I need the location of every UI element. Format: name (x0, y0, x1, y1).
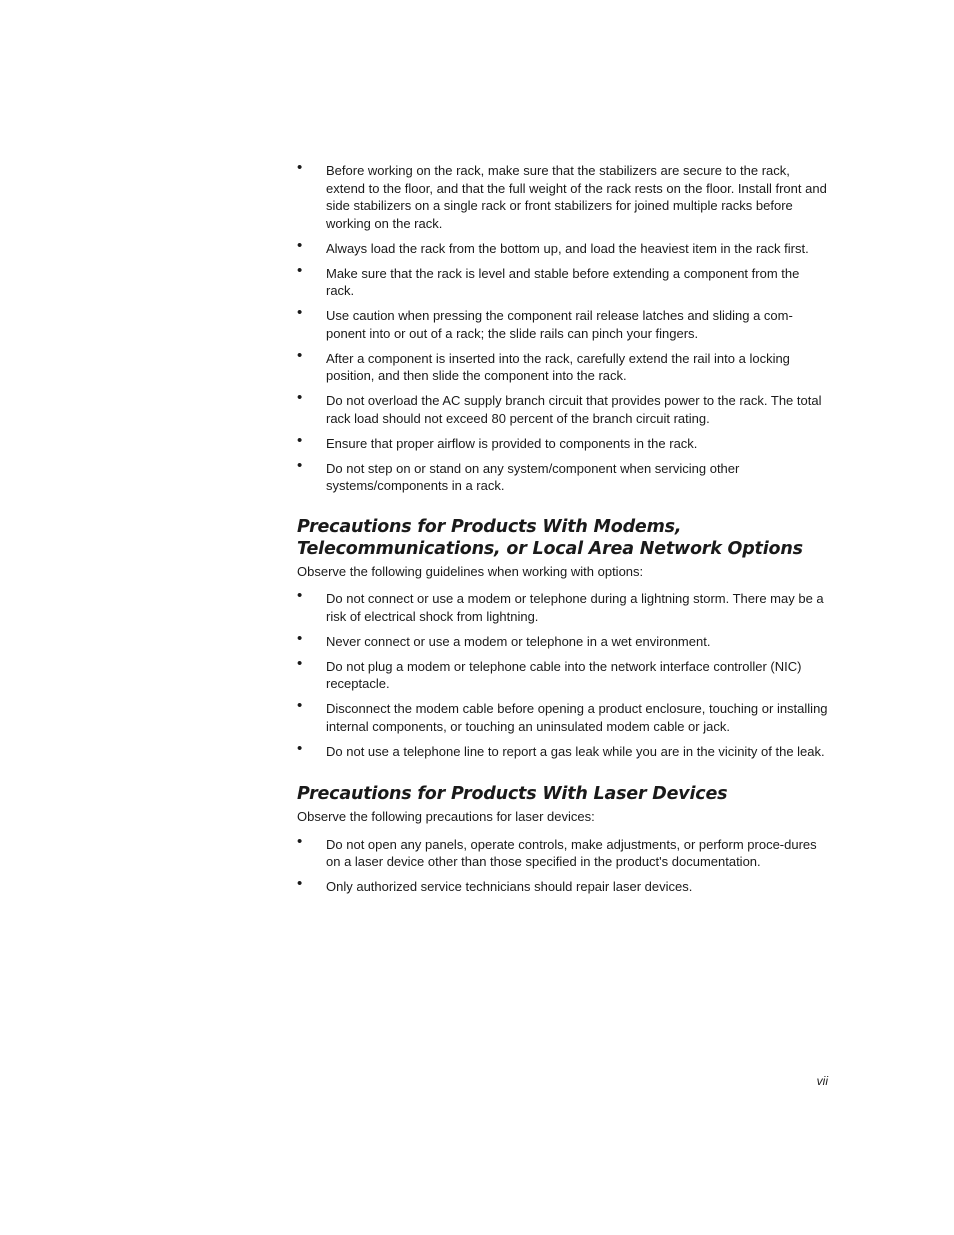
laser-section (297, 783, 831, 896)
bullet-icon: • (297, 159, 303, 176)
page-number: vii (816, 1074, 828, 1088)
list-item-text: Use caution when pressing the component rail release latches and sliding a com-ponent into or out of a rack; the slide rails can pinch your fingers. (326, 308, 793, 341)
list-item-text: Do not step on or stand on any system/component when servicing other systems/components in a rack. (326, 460, 740, 493)
list-item-text: Do not plug a modem or telephone cable into the network interface controller (NIC) receptacle. (326, 658, 802, 691)
list-item (297, 431, 831, 453)
list-item-text: Before working on the rack, make sure that the stabilizers are secure to the rack, extend to the floor, and that the full weight of the rack rests on the floor. Install front and side stabilizers on a single rack or front stabilizers for joined multiple racks before working on the rack. (326, 163, 827, 231)
heading-line-1: Precautions for Products With Modems, (297, 516, 682, 537)
list-item (297, 697, 831, 735)
list-item-text: Do not use a telephone line to report a gas leak while you are in the vicinity of the leak. (326, 743, 825, 759)
bullet-icon: • (297, 456, 303, 474)
bullet-icon: • (297, 697, 303, 714)
modems-section (297, 516, 831, 761)
bullet-icon: • (297, 304, 303, 321)
list-item (297, 261, 831, 300)
modems-precautions-list (297, 587, 831, 760)
page-content (297, 159, 831, 903)
list-item (297, 456, 831, 495)
list-item-text: Do not connect or use a modem or telephone during a lightning storm. There may be a risk of electrical shock from lightning. (326, 591, 824, 624)
bullet-icon: • (297, 654, 303, 672)
bullet-icon: • (297, 389, 303, 406)
list-item (297, 236, 831, 258)
section-heading (297, 516, 831, 560)
bullet-icon: • (297, 739, 303, 757)
list-item-text: Always load the rack from the bottom up, and load the heaviest item in the rack first. (326, 240, 809, 256)
section-intro: Observe the following precautions for laser devices: (297, 809, 595, 824)
list-item-text: Ensure that proper airflow is provided to components in the rack. (326, 435, 698, 451)
list-item-text: Do not overload the AC supply branch circuit that provides power to the rack. The total rack load should not exceed 80 percent of the branch circuit rating. (326, 393, 822, 426)
bullet-icon: • (297, 832, 303, 850)
list-item-text: Do not open any panels, operate controls, make adjustments, or perform proce-dures on a laser device other than those specified in the product's documentation. (326, 836, 817, 869)
bullet-icon: • (297, 236, 303, 254)
list-item-text: Never connect or use a modem or telephone in a wet environment. (326, 633, 711, 649)
list-item-text: Make sure that the rack is level and stable before extending a component from the rack. (326, 265, 800, 298)
list-item (297, 587, 831, 625)
list-item (297, 875, 831, 896)
list-item (297, 654, 831, 693)
list-item (297, 304, 831, 342)
list-item (297, 346, 831, 385)
heading-line-2: Telecommunications, or Local Area Network Options (297, 538, 803, 559)
laser-precautions-list (297, 832, 831, 896)
bullet-icon: • (297, 346, 303, 364)
list-item-text: Disconnect the modem cable before opening a product enclosure, touching or installing internal components, or touching an uninsulated modem cable or jack. (326, 701, 828, 734)
rack-precautions-list (297, 159, 831, 495)
list-item (297, 832, 831, 871)
section-heading: Precautions for Products With Laser Devices (297, 784, 728, 804)
bullet-icon: • (297, 875, 303, 892)
list-item-text: After a component is inserted into the rack, carefully extend the rail into a locking position, and then slide the component into the rack. (326, 350, 790, 383)
bullet-icon: • (297, 587, 303, 604)
bullet-icon: • (297, 629, 303, 647)
list-item (297, 629, 831, 651)
bullet-icon: • (297, 261, 303, 279)
list-item (297, 739, 831, 761)
list-item (297, 389, 831, 427)
list-item-text: Only authorized service technicians should repair laser devices. (326, 879, 693, 894)
list-item (297, 159, 831, 232)
bullet-icon: • (297, 431, 303, 449)
section-intro: Observe the following guidelines when working with options: (297, 563, 644, 579)
